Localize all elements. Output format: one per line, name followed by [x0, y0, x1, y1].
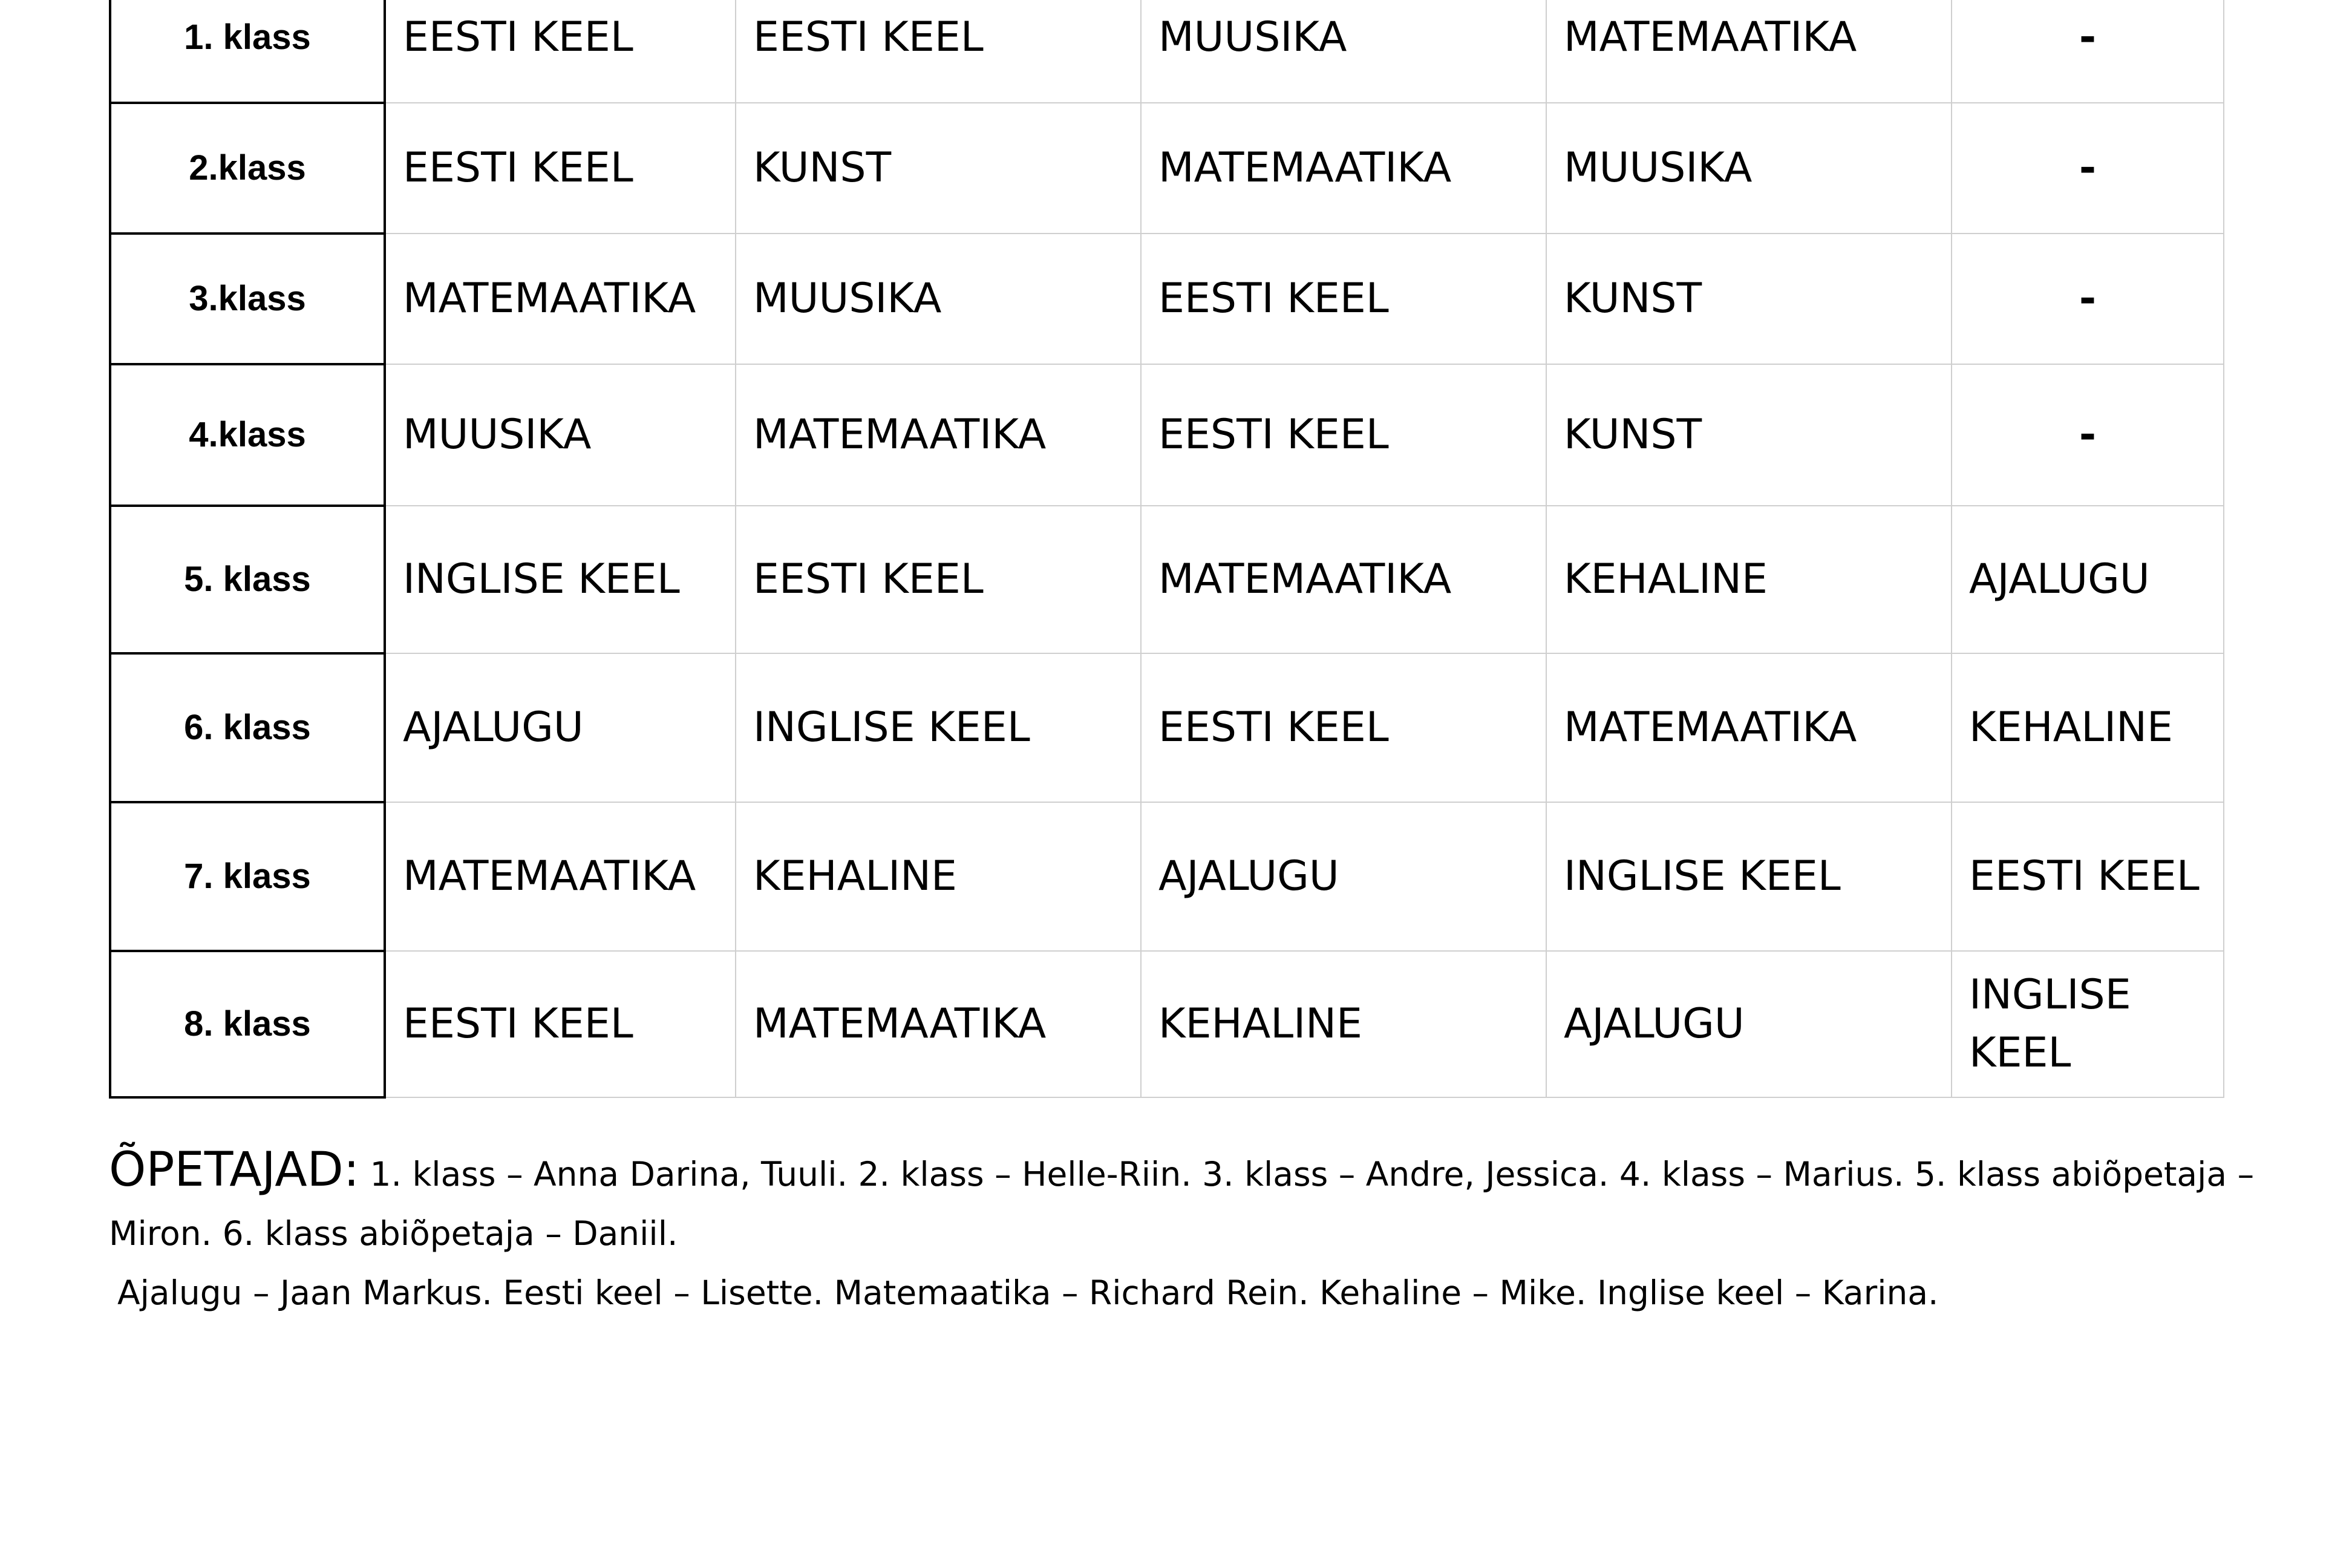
- subject-cell: -: [1952, 0, 2224, 103]
- subject-cell: MATEMAATIKA: [1546, 653, 1952, 802]
- class-label-cell: 4.klass: [110, 364, 385, 506]
- class-label-cell: 7. klass: [110, 802, 385, 951]
- schedule-table: [109, 0, 2224, 1099]
- subject-cell: -: [1952, 103, 2224, 234]
- subject-cell: EESTI KEEL: [736, 0, 1141, 103]
- table-row: [110, 103, 2224, 234]
- teachers-classes-line: [109, 1140, 2262, 1263]
- subject-cell: KUNST: [1546, 234, 1952, 364]
- class-label-cell: 3.klass: [110, 234, 385, 364]
- subject-cell: EESTI KEEL: [385, 0, 736, 103]
- subject-cell: EESTI KEEL: [736, 506, 1141, 653]
- subject-cell: MUUSIKA: [1141, 0, 1546, 103]
- subject-cell: AJALUGU: [1546, 951, 1952, 1097]
- subject-cell: MATEMAATIKA: [1141, 506, 1546, 653]
- class-label-cell: 6. klass: [110, 653, 385, 802]
- subject-cell: AJALUGU: [385, 653, 736, 802]
- subject-cell: KUNST: [1546, 364, 1952, 506]
- teachers-heading: ÕPETAJAD:: [109, 1143, 359, 1197]
- subject-cell: AJALUGU: [1952, 506, 2224, 653]
- subject-cell: EESTI KEEL: [1141, 364, 1546, 506]
- subject-cell: EESTI KEEL: [385, 103, 736, 234]
- subject-cell: EESTI KEEL: [1141, 653, 1546, 802]
- schedule-body: [110, 0, 2224, 1097]
- subject-cell: INGLISE KEEL: [736, 653, 1141, 802]
- subject-cell: MATEMAATIKA: [1546, 0, 1952, 103]
- table-row: [110, 0, 2224, 103]
- subject-cell: MATEMAATIKA: [736, 951, 1141, 1097]
- subject-cell: MATEMAATIKA: [385, 234, 736, 364]
- table-row: [110, 506, 2224, 653]
- class-label-cell: 8. klass: [110, 951, 385, 1097]
- subject-cell: EESTI KEEL: [1141, 234, 1546, 364]
- subject-cell: MATEMAATIKA: [1141, 103, 1546, 234]
- class-label-cell: 5. klass: [110, 506, 385, 653]
- subject-cell: KEHALINE: [736, 802, 1141, 951]
- subject-cell: MATEMAATIKA: [385, 802, 736, 951]
- class-label-cell: 1. klass: [110, 0, 385, 103]
- subject-cell: EESTI KEEL: [1952, 802, 2224, 951]
- subject-cell: KUNST: [736, 103, 1141, 234]
- table-row: [110, 364, 2224, 506]
- subject-cell: INGLISE KEEL: [1952, 951, 2224, 1097]
- table-row: [110, 234, 2224, 364]
- subject-cell: -: [1952, 234, 2224, 364]
- class-label-cell: 2.klass: [110, 103, 385, 234]
- subject-cell: -: [1952, 364, 2224, 506]
- subject-cell: AJALUGU: [1141, 802, 1546, 951]
- subject-cell: KEHALINE: [1952, 653, 2224, 802]
- subject-cell: INGLISE KEEL: [1546, 802, 1952, 951]
- subject-cell: MATEMAATIKA: [736, 364, 1141, 506]
- subject-teachers-text: Ajalugu – Jaan Markus. Eesti keel – Lisette. Matemaatika – Richard Rein. Kehaline – Mike. Inglise keel – Karina.: [117, 1273, 1939, 1312]
- subject-cell: MUUSIKA: [736, 234, 1141, 364]
- table-row: [110, 653, 2224, 802]
- table-row: [110, 802, 2224, 951]
- subject-cell: KEHALINE: [1546, 506, 1952, 653]
- subject-cell: MUUSIKA: [385, 364, 736, 506]
- subject-cell: MUUSIKA: [1546, 103, 1952, 234]
- subject-cell: EESTI KEEL: [385, 951, 736, 1097]
- table-row: [110, 951, 2224, 1097]
- teachers-notes: [109, 1140, 2262, 1322]
- class-teachers-text: 1. klass – Anna Darina, Tuuli. 2. klass – Helle-Riin. 3. klass – Andre, Jessica. 4. klass – Marius. 5. klass abiõpetaja – Miron. 6. klass abiõpetaja – Daniil.: [109, 1155, 2255, 1253]
- subject-cell: KEHALINE: [1141, 951, 1546, 1097]
- subject-cell: INGLISE KEEL: [385, 506, 736, 653]
